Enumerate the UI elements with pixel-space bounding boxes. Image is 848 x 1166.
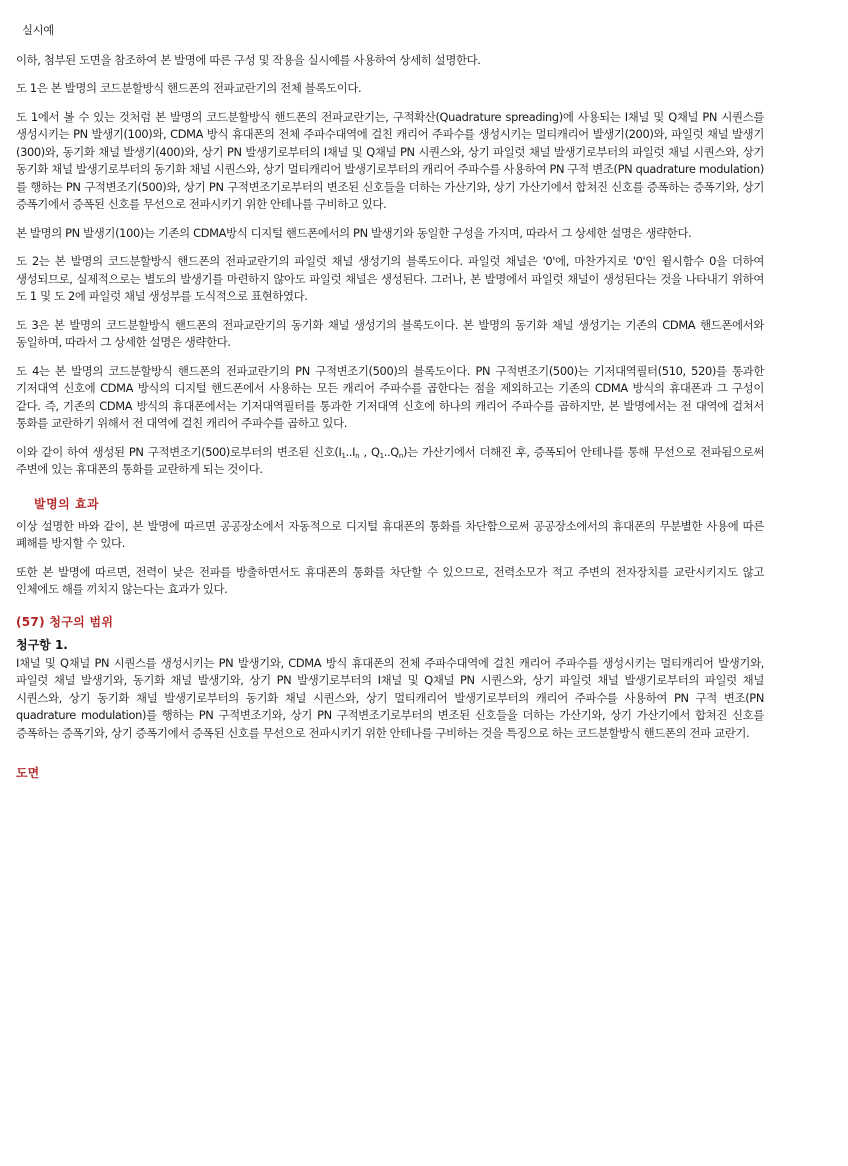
embodiment-heading: 실시예 (22, 23, 54, 37)
embodiment-paragraph-2: 도 1은 본 발명의 코드분할방식 핸드폰의 전파교란기의 전체 블록도이다. (16, 81, 362, 95)
formula-q-range: ..Q (383, 444, 399, 459)
effects-paragraph-1: 이상 설명한 바와 같이, 본 발명에 따르면 공공장소에서 자동적으로 디지털 휴대폰의 통화를 차단함으로써 공공장소에서의 휴대폰의 무분별한 사용에 따른 폐해를 방지할 수 있다. (16, 518, 764, 550)
formula-q-subscript-1: 1 (379, 451, 384, 460)
formula-q-subscript-n: n (398, 451, 404, 460)
formula-separator: , (359, 444, 372, 459)
embodiment-paragraph-6: 도 3은 본 발명의 코드분할방식 핸드폰의 전파교란기의 동기화 채널 생성기의 블록도이다. 본 발명의 동기화 채널 생성기는 기존의 CDMA 핸드폰에서와 동일하며, 따라서 그 상세한 설명은 생략한다. (16, 317, 764, 349)
drawings-heading: 도면 (16, 766, 40, 780)
claims-heading: (57) 청구의 범위 (16, 614, 114, 629)
formula-i-symbol: I (338, 444, 342, 459)
embodiment-paragraph-5: 도 2는 본 발명의 코드분할방식 핸드폰의 전파교란기의 파일럿 채널 생성기의 블록도이다. 파일럿 채널은 '0'에, 마찬가지로 '0'인 윌시함수 0을 더하여 생성되므로, 실제적으로는 별도의 발생기를 마련하지 않아도 파일럿 채널은 생성된다. 그러나, 본 발명에서 파일럿 채널이 생성된다는 것을 나타내기 위하여 도 1 및 도 2에 파일럿 채널 생성부를 도식적으로 표현하였다. (16, 254, 764, 303)
embodiment-paragraph-1: 이하, 첨부된 도면을 참조하여 본 발명에 따른 구성 및 작용을 실시예를 사용하여 상세히 설명한다. (16, 52, 481, 67)
formula-i-subscript-n: n (355, 451, 360, 460)
embodiment-paragraph-7: 도 4는 본 발명의 코드분할방식 핸드폰의 전파교란기의 PN 구적변조기(500)의 블록도이다. PN 구적변조기(500)는 기저대역필터(510, 520)를 통과한 기저대역 신호에 CDMA 방식의 디지털 핸드폰에서 사용하는 모든 캐리어 주파수를 곱한다는 점을 제외하고는 기존의 CDMA 방식의 휴대폰과 그 구성이 같다. 즉, 기존의 CDMA 방식의 휴대폰에서는 기저대역필터를 통과한 기저대역 신호에 하나의 캐리어 주파수를 곱하지만, 본 발명에서는 전 대역에 걸쳐서 통화를 교란하기 위해서 전 대역에 걸친 캐리어 주파수를 곱하고 있다. (16, 363, 764, 430)
embodiment-paragraph-3: 도 1에서 볼 수 있는 것처럼 본 발명의 코드분할방식 핸드폰의 전파교란기는, 구적확산(Quadrature spreading)에 사용되는 I채널 및 Q채널 PN 시퀀스를 생성시키는 PN 발생기(100)와, CDMA 방식 휴대폰의 전체 주파수대역에 걸친 캐리어 주파수를 생성시키는 멀티캐리어 발생기(200)와, 파일럿 채널 발생기(300)와, 동기화 채널 발생기(400)와, 상기 PN 발생기로부터의 I채널 및 Q채널 PN 시퀀스와, 상기 파일럿 채널 발생기로부터의 파일럿 채널 시퀀스와, 상기 동기화 채널 발생기로부터의 동기화 채널 시퀀스와, 상기 멀티캐리어 발생기로부터의 캐리어 주파수를 사용하여 PN 구적 변조(PN quadrature modulation)를 행하는 PN 구적변조기(500)와, 상기 PN 구적변조기로부터의 변조된 신호들을 더하는 가산기와, 상기 가산기에서 합쳐진 신호를 증폭하는 증폭기와, 상기 증폭기에서 증폭된 신호를 무선으로 전파시키기 위한 안테나를 구비하고 있다. (16, 109, 764, 211)
claim-text: I채널 및 Q채널 PN 시퀀스를 생성시키는 PN 발생기와, CDMA 방식 휴대폰의 전체 주파수대역에 걸친 캐리어 주파수를 생성시키는 멀티캐리어 발생기와, 파일럿 채널 발생기와, 동기화 채널 발생기와, 상기 PN 발생기로부터의 I채널 및 Q채널 PN 시퀀스와, 상기 파일럿 채널 발생기로부터의 파일럿 채널 시퀀스와, 상기 동기화 채널 발생기로부터의 동기화 채널 시퀀스와, 상기 멀티캐리어 발생기로부터의 캐리어 주파수를 사용하여 PN 구적 변조(PN quadrature modulation)를 행하는 PN 구적변조기와, 상기 PN 구적변조기로부터의 변조된 신호들을 더하는 가산기와, 상기 가산기에서 합쳐진 신호를 증폭하는 증폭기와, 상기 증폭기에서 증폭된 신호를 무선으로 전파시키기 위한 안테나를 구비하는 것을 특징으로 하는 코드분할방식 핸드폰의 전파 교란기. (16, 655, 764, 740)
embodiment-paragraph-4: 본 발명의 PN 발생기(100)는 기존의 CDMA방식 디지털 핸드폰에서의 PN 발생기와 동일한 구성을 가지며, 따라서 그 상세한 설명은 생략한다. (16, 225, 692, 240)
claim-label: 청구항 1. (16, 637, 68, 652)
formula-text-after: )는 가산기에서 더해진 후, 증폭되어 안테나를 통해 무선으로 전파됨으로써 주변에 있는 휴대폰의 통화를 교란하게 되는 것이다. (16, 444, 764, 476)
patent-document (16, 22, 764, 781)
formula-i-subscript-1: 1 (341, 451, 346, 460)
embodiment-formula-paragraph (16, 444, 764, 479)
formula-q-symbol: Q (371, 444, 380, 459)
formula-text-before: 이와 같이 하여 생성된 PN 구적변조기(500)로부터의 변조된 신호( (16, 444, 339, 459)
effects-paragraph-2: 또한 본 발명에 따르면, 전력이 낮은 전파를 방출하면서도 휴대폰의 통화를 차단할 수 있으므로, 전력소모가 적고 주변의 전자장치를 교란시키지도 않고 인체에도 해를 끼치지 않는다는 효과가 있다. (16, 564, 764, 596)
effects-heading: 발명의 효과 (34, 496, 100, 511)
formula-i-range: ..I (345, 444, 356, 459)
